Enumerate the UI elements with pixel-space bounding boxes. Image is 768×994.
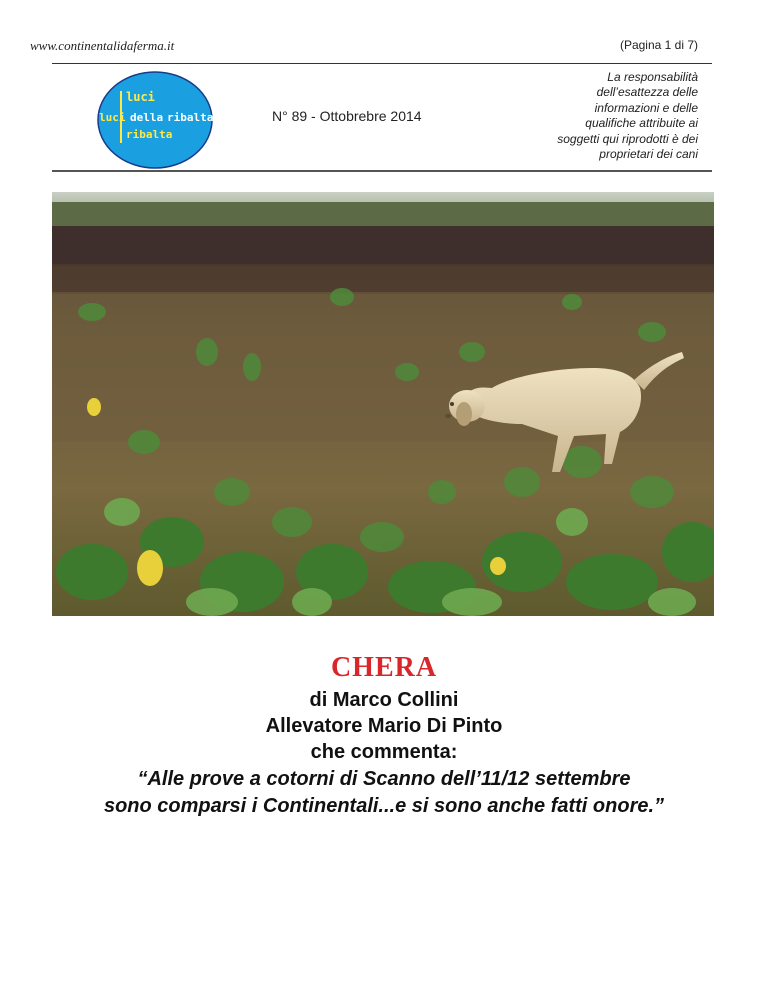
author-line: di Marco Collini [309, 689, 459, 711]
breeder-line: Allevatore Mario Di Pinto [265, 715, 503, 737]
article-title: CHERA [330, 652, 438, 683]
issue-number: N° 89 - Ottobrebre 2014 [272, 108, 422, 124]
disclaimer-line: dell’esattezza delle [596, 85, 698, 100]
logo-line2-a: luci [99, 111, 126, 124]
header-rule-top [52, 63, 712, 64]
quote-line-2: sono comparsi i Continentali...e si sono anche fatti onore.” [103, 795, 665, 817]
dog-in-field-photo [52, 192, 714, 616]
disclaimer-line: La responsabilità [607, 70, 698, 84]
site-url[interactable]: www.continentalidaferma.it [30, 38, 175, 53]
page-indicator: (Pagina 1 di 7) [619, 38, 698, 52]
logo-line2-c: ribalta [167, 111, 214, 124]
logo-line2-b: della [130, 111, 164, 124]
luci-della-ribalta-logo [96, 70, 214, 170]
disclaimer-line: soggetti qui riprodotti è dei [557, 131, 698, 146]
comment-intro: che commenta: [310, 741, 458, 763]
disclaimer-line: qualifiche attribuite ai [585, 116, 698, 131]
logo-line1: luci [126, 90, 155, 104]
disclaimer [498, 70, 698, 162]
logo-line3: ribalta [126, 128, 173, 141]
disclaimer-line: informazioni e delle [594, 100, 698, 115]
header-rule-bottom [52, 170, 712, 172]
disclaimer-line: proprietari dei cani [599, 147, 698, 162]
quote-line-1: “Alle prove a cotorni di Scanno dell’11/12 settembre [137, 768, 631, 790]
